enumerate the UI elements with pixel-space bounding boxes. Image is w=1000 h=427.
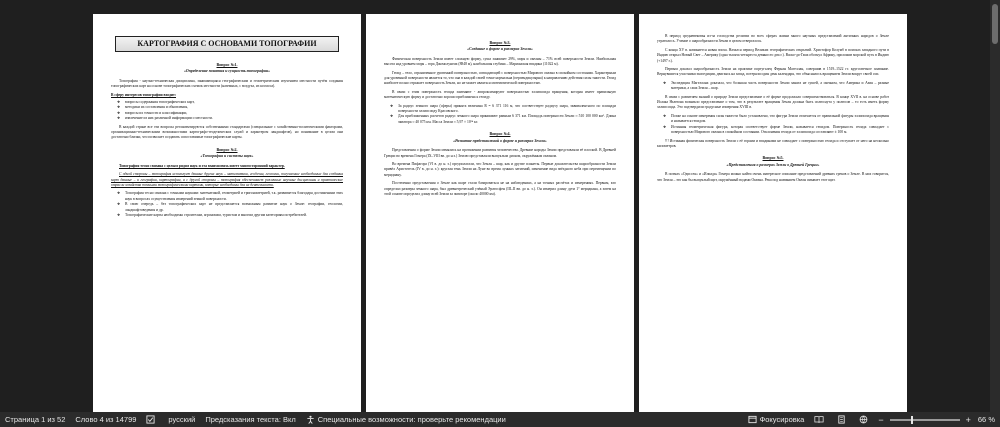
paragraph: Первым доказал шарообразность Земли на практике португалец Фернан Магеллан, совершив в 1519–1522 гг. кругосветное плавание. Вернувшиеся участники экспедиции, двигаясь на запад, потеряли один день календаря, что объяснялось вращением Земли вокруг своей оси. (657, 67, 889, 77)
proofing-status[interactable] (141, 412, 163, 427)
question-heading: Вопрос №4. (489, 131, 511, 137)
list-item: ❖ методики их составления и обновления, (111, 105, 343, 110)
paragraph: Геоид – тело, ограниченное уровенной поверхностью, совпадающей с поверхностью Мирового океана в спокойном состоянии. Характерным для уровенной поверхности является то, что она в каждой своей точке нормальна (перпендикулярна) к направлению действия силы тяжести. Геоид наиболее полно отражает поверхность Земли, но не может являться математической поверхностью. (384, 70, 616, 86)
question-heading: Вопрос №1. (216, 62, 238, 67)
list-item: ❖ Позже на основе измерения силы тяжести было установлено, что фигура Земли отличается от правильной фигуры эллипсоида вращения и называется геоидом. (657, 114, 889, 125)
paragraph: С одной стороны – топография использует данные других наук – математики, геодезии, геологии, получаемые необходимые для создания карт данные – и географии, картографии, а с другой стороны – топография обеспечивает различные научные дисциплины и практические отрасли хозяйства точными топографическими картами, которые необходимы для их деятельности. (111, 172, 343, 187)
list-item: ❖ В свою очередь – без топографических карт не представляется возможным развитие наук о Земле: географии, геологии, ландшафтоведения и др. (111, 202, 343, 213)
paragraph: В поэмах «Одиссея» и «Илиада» Гомера можно найти очень интересное описание представлений древних греков о Земле. В них говорится, что Земля – это как бы выпуклый щит, окружённый водами Океана. Река под названием Океан омывает этот щит. (657, 172, 889, 182)
page-counter[interactable]: Страница 1 из 52 (5, 415, 66, 424)
list-item: ❖ Топография тесно связана с точными науками: математикой, геометрией и тригонометрией, т.к. развивается благодаря достижениям этих наук в вопросах осуществления измерений земной поверхности. (111, 191, 343, 202)
bullet-list (657, 81, 889, 92)
list-item: ❖ вопросы содержания топографических карт, (111, 100, 343, 105)
paragraph: В период средневековья из-за господства религии во всех сферах жизни много научных представлений античных народов о Земле утратилось. Учение о шарообразности Земли в целом отвергалось. (657, 34, 889, 44)
paragraph: Топография тесно связана с целым рядом наук и эта взаимосвязь имеет многосторонний характер. (119, 163, 285, 168)
list-item: ❖ Топографические карты необходимы строителям, агрономам, туристам и многим другим категориям потребителей. (111, 213, 343, 218)
document-title: КАРТОГРАФИЯ С ОСНОВАМИ ТОПОГРАФИИ (115, 36, 339, 52)
list-item: ❖ За радиус земного шара (сферы) принята величина R = 6 371 116 м, что соответствует радиусу шара, эквивалентного по площади поверхности эллипсоиду Красовского. (384, 104, 616, 115)
list-item: ❖ Экспедиция Магеллана доказала, что большая часть поверхности Земли занята не сушей, а океаном, что Америка и Азия – разные материки, а сама Земля – шар. (657, 81, 889, 92)
bullet-list (384, 104, 616, 126)
paragraph: !!! Истинная физическая поверхность Земли с её горами и впадинами не совпадает с поверхностью геоида и отступает от него на несколько километров. (657, 138, 889, 148)
language-indicator[interactable]: русский (168, 415, 196, 424)
paragraph: В каждой стране все эти вопросы регламентируются собственными стандартами (специальные с хозяйственно-политическими факторами, организационно-техническими возможностями картографо-геодезических служб и характером ландшафтов), но понимание в целом они достаточно близки, что позволяет создавать сопоставимые топографические карты. (111, 124, 343, 140)
document-page-2[interactable] (366, 14, 634, 412)
web-layout-icon (859, 415, 868, 424)
question-heading: Вопрос №2. (216, 146, 238, 152)
question-subheading: «Определение понятия и сущность топографии» (183, 69, 271, 74)
list-item: ❖ извлечение из них различной информации о местности. (111, 116, 343, 121)
scrollbar-thumb[interactable] (992, 4, 998, 44)
paragraph: Представления о форме Земли менялись на протяжении развития человечества. Древние народы Земли представляли её плоской. В Древней Греции во времена Гомера (IX–VIII вв. до н.э.) Землю представляли выпуклым диском, окружённым океаном. (384, 148, 616, 158)
focus-icon (748, 415, 757, 424)
focus-mode-button[interactable] (743, 412, 810, 427)
question-heading: Вопрос №5. (762, 155, 784, 161)
paragraph: Физическая поверхность Земли имеет сложную форму, суша занимает 29%, моря и океаны – 71% всей поверхности Земли. Наибольшая высота над уровнем моря – гора Джомолунгма (8848 м), наибольшая глубина – Марианская впадина (11022 м). (384, 56, 616, 67)
question-subheading: «Топография и системы наук» (200, 154, 254, 159)
zoom-slider-knob[interactable] (911, 416, 913, 424)
accessibility-label: Специальные возможности: проверьте рекомендации (317, 415, 506, 424)
vertical-scrollbar[interactable] (990, 0, 1000, 412)
question-subheading: «Развитие представлений о форме и размерах Земли» (453, 138, 547, 143)
print-layout-button[interactable] (832, 412, 854, 427)
accessibility-status[interactable] (301, 412, 511, 427)
web-layout-button[interactable] (854, 412, 876, 427)
paragraph: С конца XV в. начинается новая эпоха. Начался период Великих географических открытий. Христофор Колумб в поисках западного пути в Индию открыл Новый Свет – Америку (одна тысяча четыреста девяносто два г.). Васко-да-Гама обогнул Африку, проложив морской путь в Индию (+1497 г.). (657, 47, 889, 63)
zoom-in-button[interactable]: + (965, 414, 971, 425)
print-layout-icon (837, 415, 846, 424)
question-subheading: «Представления о размерах Земли в Древней Греции» (726, 162, 820, 167)
zoom-out-button[interactable]: − (878, 414, 884, 425)
focus-label: Фокусировка (759, 415, 805, 424)
zoom-slider[interactable] (890, 419, 960, 421)
bullet-list (111, 100, 343, 122)
paragraph: Во времена Пифагора (VI в. до н. э.) предполагали, что Земля – шар, как и другие планеты. Первые доказательства шарообразности Земли привёл Аристотель (IV в. до н. э.): круглая тень Земли на Луне во время лунных затмений, изменение вида звёздного неба при перемещении по меридиану. (384, 161, 616, 177)
bullet-list (657, 114, 889, 136)
document-page-1[interactable] (93, 14, 361, 412)
question-heading: Вопрос №3. (489, 40, 511, 45)
list-item: ❖ Для приближенных расчетов радиус земного шара принимают равным 6 371 км. Площадь поверхности Земли ≈ 510 100 000 км². Длина экватора ≈ 40 075 км. Масса Земли ≈ 5,97 × 10²⁴ кг. (384, 114, 616, 125)
paragraph: В связи с этим поверхность геоида заменяют - аппроксимируют поверхностью эллипсоида вращения, которая имеет правильную математическую форму и достаточно хорошо приближена к геоиду. (384, 89, 616, 100)
accessibility-icon (306, 415, 315, 424)
paragraph: Постепенно представления о Земле как шаре стали базироваться не на наблюдениях, а на точных расчётах и измерениях. Первым, кто определил размеры земного шара, был древнегреческий учёный Эратосфен (III–II вв. до н. э.). Он измерил длину дуги 1° меридиана, а затем на этой основе определил длину всей Земли за экваторе (около 40000 км). (384, 181, 616, 196)
question-subheading: «Создание о форме и размерах Земли» (467, 47, 533, 52)
paragraph: Топография - научно-техническая дисциплина, занимающаяся географическим и геометрическим изучением местности путём создания топографических карт на основе топографических съемок местности (наземных, с воздуха, из космоса). (111, 78, 343, 89)
bullet-list (111, 191, 343, 218)
status-bar (0, 412, 1000, 427)
word-counter[interactable]: Слово 4 из 14799 (75, 415, 137, 424)
text-predictions-status[interactable]: Предсказания текста: Вкл (205, 415, 296, 424)
list-title: В сферу интересов топографии входит: (111, 92, 176, 97)
list-item: ❖ Истинная геометрическая фигура, которая соответствует форме Земли, называется геоидом. Поверхность геоида совпадает с поверхностью Мирового океана в спокойном состоянии. Отклонения геоида от эллипсоида составляют ± 100 м. (657, 125, 889, 136)
proofing-icon (146, 415, 155, 424)
document-page-3[interactable] (639, 14, 907, 412)
read-mode-button[interactable] (809, 412, 832, 427)
zoom-level[interactable]: 66 % (977, 415, 995, 424)
paragraph: В связи с развитием знаний о природе Земли представление о её форме продолжало совершенствоваться. В конце XVII в. на основе работ Исаака Ньютона возникло представление о том, что в результате вращения Земля должна быть сплюснута у полюсов – то есть иметь форму эллипсоида. Это подтвердили градусные измерения XVIII в. (657, 94, 889, 110)
read-mode-icon (814, 415, 824, 424)
list-item: ❖ вопросы их точности и классификации, (111, 111, 343, 116)
